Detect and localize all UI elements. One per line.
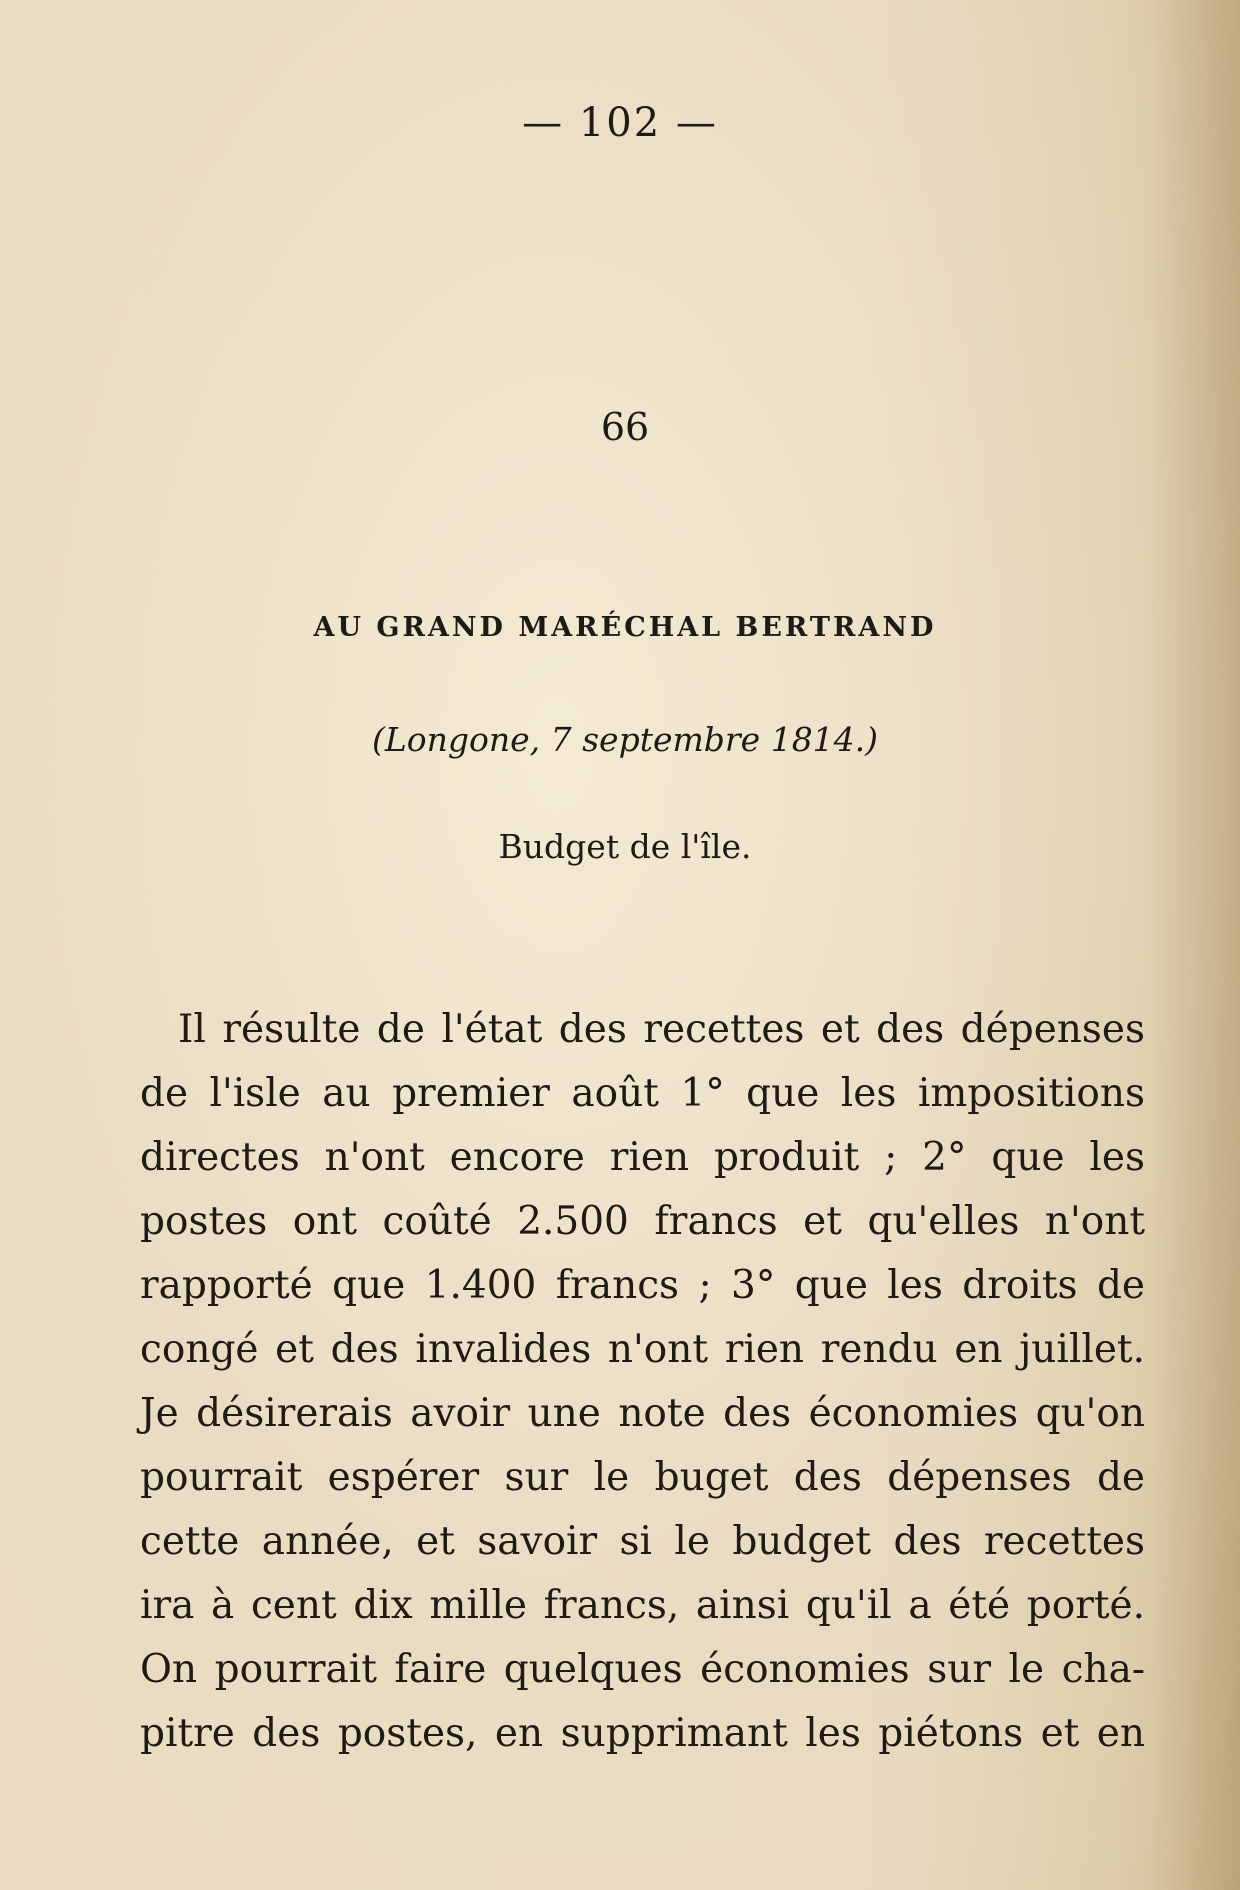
body-line: de l'isle au premier août 1° que les impositions: [140, 1071, 1145, 1116]
body-line: Je désirerais avoir une note des économies qu'on: [140, 1391, 1145, 1436]
body-line: directes n'ont encore rien produit ; 2° que les: [140, 1135, 1145, 1180]
letter-recipient: AU GRAND MARÉCHAL BERTRAND: [313, 612, 937, 643]
body-line: postes ont coûté 2.500 francs et qu'elles n'ont: [140, 1199, 1145, 1244]
body-line: ira à cent dix mille francs, ainsi qu'il a été porté.: [140, 1583, 1145, 1628]
page-edge-shadow: [1150, 0, 1240, 1890]
body-line: pitre des postes, en supprimant les piétons et en: [140, 1711, 1145, 1756]
letter-number: 66: [600, 405, 650, 449]
letter-subject: Budget de l'île.: [498, 827, 752, 866]
body-line: Il résulte de l'état des recettes et des dépenses: [178, 1007, 1145, 1052]
body-line: cette année, et savoir si le budget des recettes: [140, 1519, 1145, 1564]
body-line: pourrait espérer sur le buget des dépenses de: [140, 1455, 1145, 1500]
body-line: On pourrait faire quelques économies sur le cha-: [140, 1647, 1145, 1692]
body-line: congé et des invalides n'ont rien rendu en juillet.: [140, 1327, 1145, 1372]
letter-dateline: (Longone, 7 septembre 1814.): [371, 720, 879, 759]
page-number: — 102 —: [522, 100, 718, 146]
body-line: rapporté que 1.400 francs ; 3° que les droits de: [140, 1263, 1145, 1308]
letter-body: [140, 998, 1145, 1766]
